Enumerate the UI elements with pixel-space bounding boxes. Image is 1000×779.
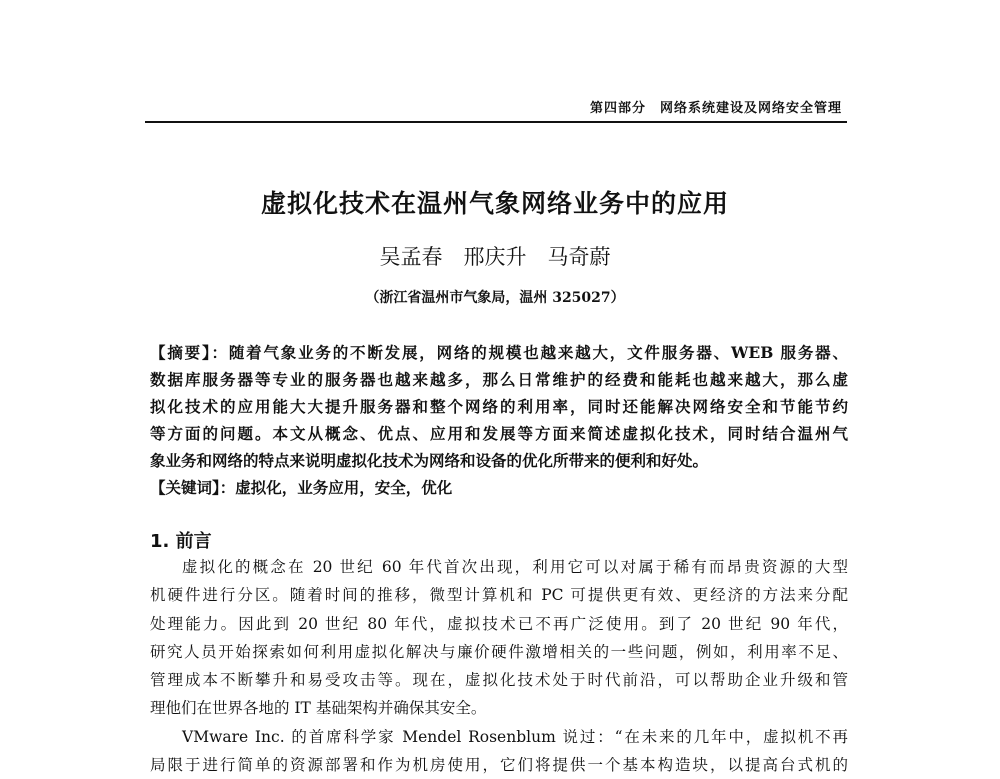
affiliation: （浙江省温州市气象局，温州 325027）: [365, 290, 625, 306]
abstract-line: 等方面的问题。本文从概念、优点、应用和发展等方面来简述虚拟化技术，同时结合温州气: [150, 424, 848, 443]
abstract-line: 数据库服务器等专业的服务器也越来越多，那么日常维护的经费和能耗也越来越大，那么虚: [150, 370, 848, 389]
body-line: 研究人员开始探索如何利用虚拟化解决与廉价硬件激增相关的一些问题，例如，利用率不足、: [150, 642, 848, 661]
body-line: 机硬件进行分区。随着时间的推移，微型计算机和 PC 可提供更有效、更经济的方法来分配: [150, 586, 848, 605]
authors: 吴孟春 邢庆升 马奇蔚: [379, 245, 611, 269]
body-line: 局限于进行简单的资源部署和作为机房使用，它们将提供一个基本构造块，以提高台式机的: [150, 756, 848, 775]
abstract-line: 象业务和网络的特点来说明虚拟化技术为网络和设备的优化所带来的便利和好处。: [150, 451, 709, 470]
header-rule: [145, 121, 847, 123]
abstract: [150, 339, 848, 501]
body-text: [150, 553, 848, 779]
section-heading: 1. 前言: [150, 531, 212, 552]
running-header: 第四部分 网络系统建设及网络安全管理: [589, 101, 842, 116]
body-line: 理他们在世界各地的 IT 基础架构并确保其安全。: [150, 699, 487, 718]
paper-title: 虚拟化技术在温州气象网络业务中的应用: [260, 189, 729, 218]
body-line: VMware Inc. 的首席科学家 Mendel Rosenblum 说过：“在未来的几年中，虚拟机不再: [182, 727, 848, 746]
abstract-line: 【摘要】：随着气象业务的不断发展，网络的规模也越来越大，文件服务器、WEB 服务器、: [150, 343, 848, 362]
body-line: 管理成本不断攀升和易受攻击等。现在，虚拟化技术处于时代前沿，可以帮助企业升级和管: [150, 671, 848, 690]
body-line: 处理能力。因此到 20 世纪 80 年代，虚拟技术已不再广泛使用。到了 20 世纪 90 年代，: [150, 614, 848, 633]
body-line: 虚拟化的概念在 20 世纪 60 年代首次出现，利用它可以对属于稀有而昂贵资源的大型: [182, 558, 848, 576]
abstract-line: 拟化技术的应用能大大提升服务器和整个网络的利用率，同时还能解决网络安全和节能节约: [150, 397, 848, 416]
keywords: 【关键词】：虚拟化，业务应用，安全，优化: [150, 478, 453, 497]
